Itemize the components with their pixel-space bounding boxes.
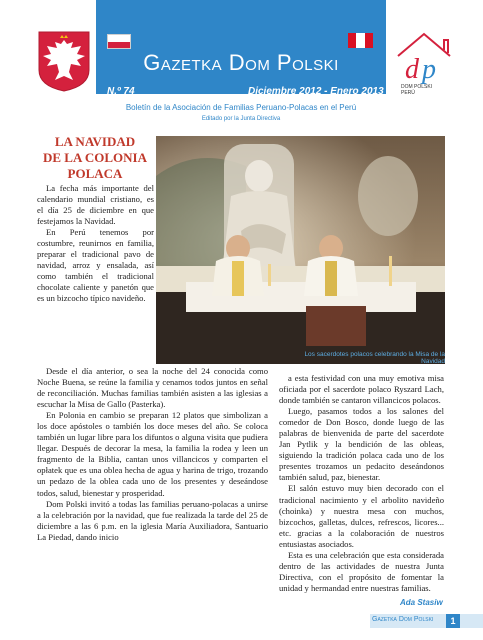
paragraph: Desde el día anterior, o sea la noche del 24 conocida como Noche Buena, se reúne la familia y cenamos todos juntos en señal de reconciliación. Muchas familias también asisten a las iglesias a escuchar la Misa de Gallo (Pasterka). xyxy=(37,366,268,410)
author-signature: Ada Stasiw xyxy=(400,598,443,607)
article-title xyxy=(35,134,155,182)
paragraph: En Perú tenemos por costumbre, reunirnos en familia, preparar el tradicional pavo de navidad, arroz y ensalada, así como también el tradicional chocolate caliente y panetón que es un bizcocho típico navideño. xyxy=(37,227,154,304)
peru-flag-right-stripe xyxy=(365,33,373,48)
organization-line: Boletín de la Asociación de Familias Peruano-Polacas en el Perú xyxy=(125,103,357,112)
peru-flag-center-stripe xyxy=(356,33,364,48)
footer-title: Gazetka Dom Polski xyxy=(372,616,434,623)
logo-caption-line-2: PERÚ xyxy=(401,90,415,96)
article-title-line-1: LA NAVIDAD xyxy=(54,134,136,149)
paragraph: Luego, pasamos todos a los salones del comedor de Don Bosco, donde luego de las palabras de bienvenida de parte del sacerdote Jan Pytlik y la bendición de las obleas, siguiendo la tradición polaca cada uno de los presentes trozamos un pedacito deseándonos también salud, paz, bienestar. xyxy=(279,406,444,483)
editor-line: Editado por la Junta Directiva xyxy=(201,116,281,122)
paragraph: La fecha más importante del calendario mundial cristiano, es el día 25 de diciembre en que festejamos la Navidad. xyxy=(37,183,154,227)
peru-flag-icon xyxy=(348,33,373,48)
masthead xyxy=(0,0,483,130)
article-column-left-narrow xyxy=(37,183,154,305)
article-column-right xyxy=(279,373,444,594)
paragraph: El salón estuvo muy bien decorado con el tradicional nacimiento y el arbolito navideño (choinka) y nuestra mesa con muchos, bizcochos, galletas, dulces, refrescos, licores... etc. gracias a la colaboración de nuestros entusiastas asociados. xyxy=(279,483,444,549)
photo-caption: Los sacerdotes polacos celebrando la Misa de la Navidad xyxy=(304,351,445,365)
poland-flag-icon xyxy=(107,34,131,49)
article-title-line-3: POLACA xyxy=(67,166,123,181)
article-title-line-2: DE LA COLONIA xyxy=(42,150,148,165)
paragraph: Dom Polski invitó a todas las familias peruano-polacas a unirse a la celebración por la navidad, que fue realizada la tarde del 25 de diciembre a las 6 p.m. en la iglesia María Auxiliadora, Santuario La Piedad, dando inicio xyxy=(37,498,268,542)
page-number: 1 xyxy=(446,614,460,628)
masthead-title: Gazetka Dom Polski xyxy=(143,50,339,75)
poland-flag-red-stripe xyxy=(108,42,130,49)
svg-text:p: p xyxy=(422,54,436,85)
paragraph: En Polonia en cambio se preparan 12 platos que simbolizan a los doce apóstoles o también los doce meses del año. Se coloca también un lugar libre para los difuntos o alguna visita que pudiera llegar. Después de decorar la mesa, la familia la rodea y leen un fragmento de la Biblia, cantan unos villancicos y comparten el opłatek que es una oblea hecha de agua y harina de trigo, trozando un pedazo de la oblea cada uno de los presentes y deseándose todos, salud, bienestar y prosperidad. xyxy=(37,410,268,498)
mass-photo xyxy=(156,136,445,364)
issue-date: Diciembre 2012 - Enero 2013 xyxy=(248,86,384,97)
dom-polski-logo-caption xyxy=(401,84,432,96)
paragraph: Esta es una celebración que esta considerada dentro de las actividades de nuestra Junta Directiva, con el propósito de fomentar la unidad y hermandad entre nuestras familias. xyxy=(279,549,444,593)
logo-caption-line-1: DOM POLSKI xyxy=(401,84,433,90)
peru-flag-left-stripe xyxy=(348,33,356,48)
issue-number: N.º 74 xyxy=(107,86,135,97)
svg-text:d: d xyxy=(405,54,419,85)
polish-eagle-emblem-icon xyxy=(37,30,91,92)
article-column-left xyxy=(37,366,268,543)
paragraph: a esta festividad con una muy emotiva misa oficiada por el sacerdote polaco Ryszard Lach, donde también se cantaron villancicos polacos. xyxy=(279,373,444,406)
